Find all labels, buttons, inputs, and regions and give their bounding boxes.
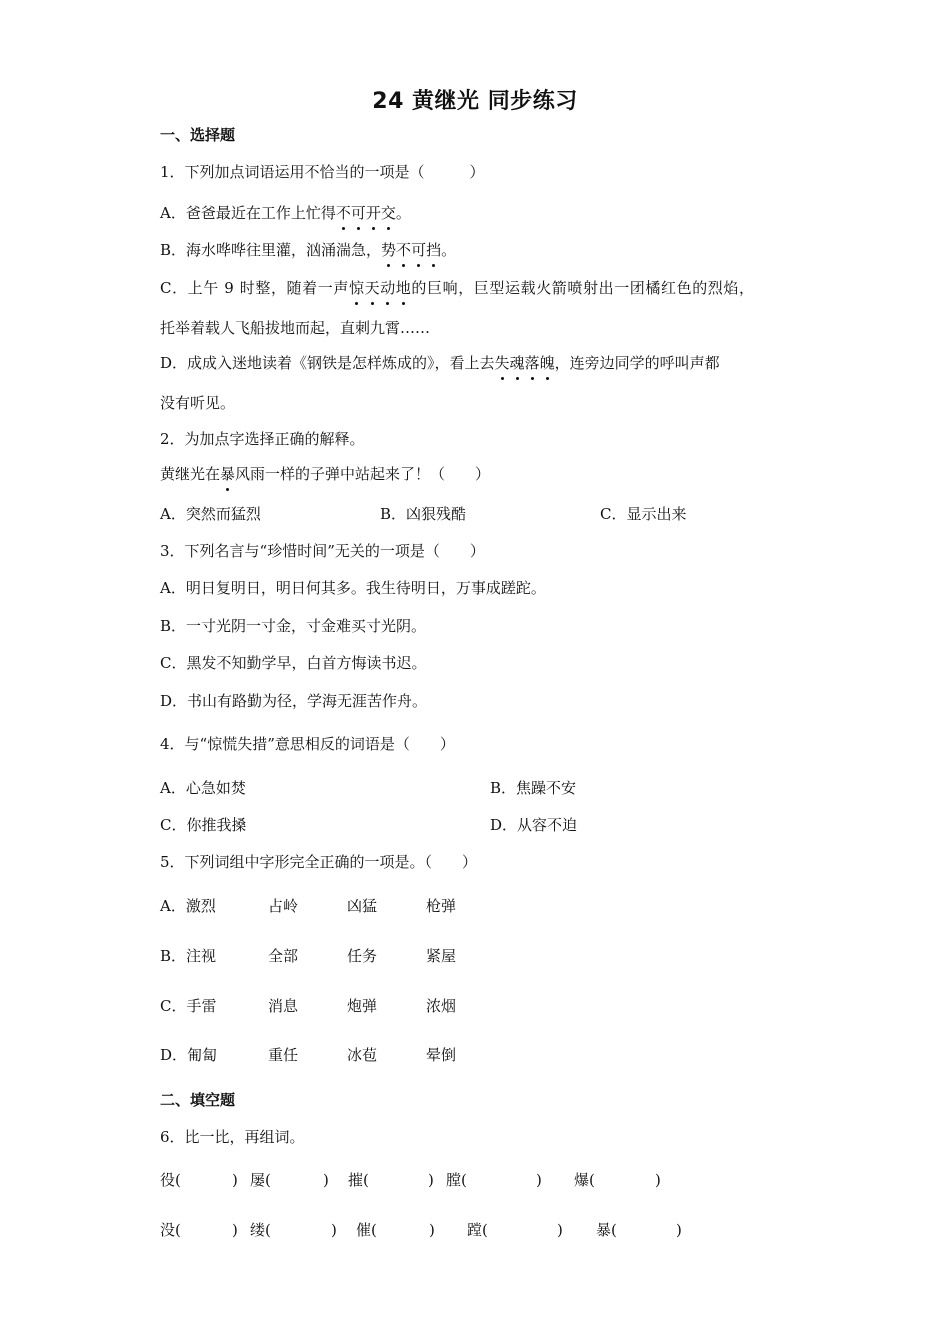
- question-5-word: 紧屋: [426, 947, 457, 965]
- word-blank-open: 没(: [160, 1221, 181, 1239]
- option-text: 的巨响，巨型运载火箭喷射出一团橘红色的烈焰，: [411, 279, 755, 297]
- question-1-option-d-line2: 没有听见。: [160, 394, 236, 412]
- dotted-char: 魂: [509, 354, 525, 372]
- question-3-stem: 3．下列名言与“珍惜时间”无关的一项是（ ）: [160, 542, 485, 560]
- dotted-char: 不: [335, 204, 351, 222]
- question-4-stem: 4．与“惊慌失措”意思相反的词语是（ ）: [160, 735, 455, 753]
- dotted-char: 不: [396, 241, 412, 259]
- word-blank-close: ): [428, 1171, 434, 1189]
- word-blank-open: 催(: [356, 1221, 377, 1239]
- dotted-char: 魄: [539, 354, 555, 372]
- question-2-option-c: C．显示出来: [600, 505, 687, 523]
- question-5-word: 凶猛: [347, 897, 378, 915]
- dotted-char: 天: [364, 279, 381, 297]
- option-text: B．海水哗哗往里灌，汹涌湍急，: [160, 241, 382, 259]
- option-text: ，连旁边同学的呼叫声都: [554, 354, 720, 372]
- dotted-char: 交: [380, 204, 396, 222]
- word-blank-open: 暴(: [596, 1221, 617, 1239]
- word-blank-open: 役(: [160, 1171, 181, 1189]
- option-text: A．爸爸最近在工作上忙得: [160, 204, 336, 222]
- question-3-option-d: D．书山有路勤为径，学海无涯苦作舟。: [160, 692, 428, 710]
- dotted-char: 势: [381, 241, 397, 259]
- question-5-word: 重任: [268, 1046, 299, 1064]
- question-4-option-a: A．心急如焚: [160, 779, 246, 797]
- word-blank-close: ): [429, 1221, 435, 1239]
- word-blank-close: ): [536, 1171, 542, 1189]
- question-5-word: 炮弹: [347, 997, 378, 1015]
- question-2-option-b: B．凶狠残酷: [380, 505, 467, 523]
- question-2-option-a: A．突然而猛烈: [160, 505, 261, 523]
- section-heading-choice: 一、选择题: [160, 126, 236, 144]
- option-text: C．上午 9 时整，随着一声: [160, 279, 349, 297]
- question-1-stem: 1．下列加点词语运用不恰当的一项是（ ）: [160, 163, 485, 181]
- question-1-option-a: [160, 203, 411, 223]
- word-blank-close: ): [232, 1221, 238, 1239]
- question-5-word: 冰苞: [347, 1046, 378, 1064]
- word-blank-open: 屡(: [250, 1171, 271, 1189]
- question-5-word: 占岭: [268, 897, 299, 915]
- question-4-option-b: B．焦躁不安: [490, 779, 577, 797]
- dotted-char: 可: [350, 204, 366, 222]
- option-text: 。: [441, 241, 457, 259]
- word-blank-close: ): [331, 1221, 337, 1239]
- dotted-char: 可: [411, 241, 427, 259]
- word-blank-close: ): [676, 1221, 682, 1239]
- section-heading-fill: 二、填空题: [160, 1091, 236, 1109]
- question-5-word: 晕倒: [426, 1046, 457, 1064]
- question-3-option-b: B．一寸光阴一寸金，寸金难买寸光阴。: [160, 617, 427, 635]
- word-blank-close: ): [232, 1171, 238, 1189]
- question-6-stem: 6．比一比，再组词。: [160, 1128, 305, 1146]
- word-blank-open: 摧(: [348, 1171, 369, 1189]
- question-5-stem: 5．下列词组中字形完全正确的一项是。（ ）: [160, 853, 478, 871]
- question-2-sentence: [160, 464, 490, 484]
- dotted-char: 开: [365, 204, 381, 222]
- question-2-stem: 2．为加点字选择正确的解释。: [160, 430, 365, 448]
- sentence-text: 黄继光在: [160, 465, 221, 483]
- word-blank-open: 缕(: [250, 1221, 271, 1239]
- option-text: D．成成入迷地读着《钢铁是怎样炼成的》，看上去: [160, 354, 495, 372]
- sentence-text: 风雨一样的子弹中站起来了！（ ）: [235, 465, 491, 483]
- word-blank-close: ): [655, 1171, 661, 1189]
- question-5-word: 任务: [347, 947, 378, 965]
- dotted-char: 失: [494, 354, 510, 372]
- question-1-option-b: [160, 240, 456, 260]
- question-4-option-c: C．你推我搡: [160, 816, 247, 834]
- page-title: 24 黄继光 同步练习: [372, 89, 578, 114]
- option-text: 。: [395, 204, 411, 222]
- dotted-char: 惊: [348, 279, 365, 297]
- question-1-option-c-line2: 托举着载人飞船拔地而起，直刺九霄……: [160, 319, 431, 337]
- dotted-char: 动: [380, 279, 396, 297]
- question-5-option-c: C．手雷: [160, 997, 217, 1015]
- word-blank-open: 膛(: [446, 1171, 467, 1189]
- word-blank-close: ): [323, 1171, 329, 1189]
- question-4-option-d: D．从容不迫: [490, 816, 578, 834]
- word-blank-open: 蹚(: [467, 1221, 488, 1239]
- question-1-option-d: [160, 353, 720, 373]
- question-5-option-b: B．注视: [160, 947, 217, 965]
- question-5-option-a: A．激烈: [160, 897, 216, 915]
- question-5-word: 全部: [268, 947, 299, 965]
- question-3-option-c: C．黑发不知勤学早，白首方悔读书迟。: [160, 654, 427, 672]
- dotted-char: 地: [395, 279, 412, 297]
- question-3-option-a: A．明日复明日，明日何其多。我生待明日，万事成蹉跎。: [160, 579, 546, 597]
- dotted-char: 暴: [220, 465, 236, 483]
- question-5-option-d: D．匍匐: [160, 1046, 218, 1064]
- dotted-char: 落: [524, 354, 540, 372]
- question-5-word: 枪弹: [426, 897, 457, 915]
- dotted-char: 挡: [426, 241, 442, 259]
- word-blank-close: ): [557, 1221, 563, 1239]
- question-1-option-c: [160, 278, 755, 298]
- question-5-word: 消息: [268, 997, 299, 1015]
- question-5-word: 浓烟: [426, 997, 457, 1015]
- word-blank-open: 爆(: [574, 1171, 595, 1189]
